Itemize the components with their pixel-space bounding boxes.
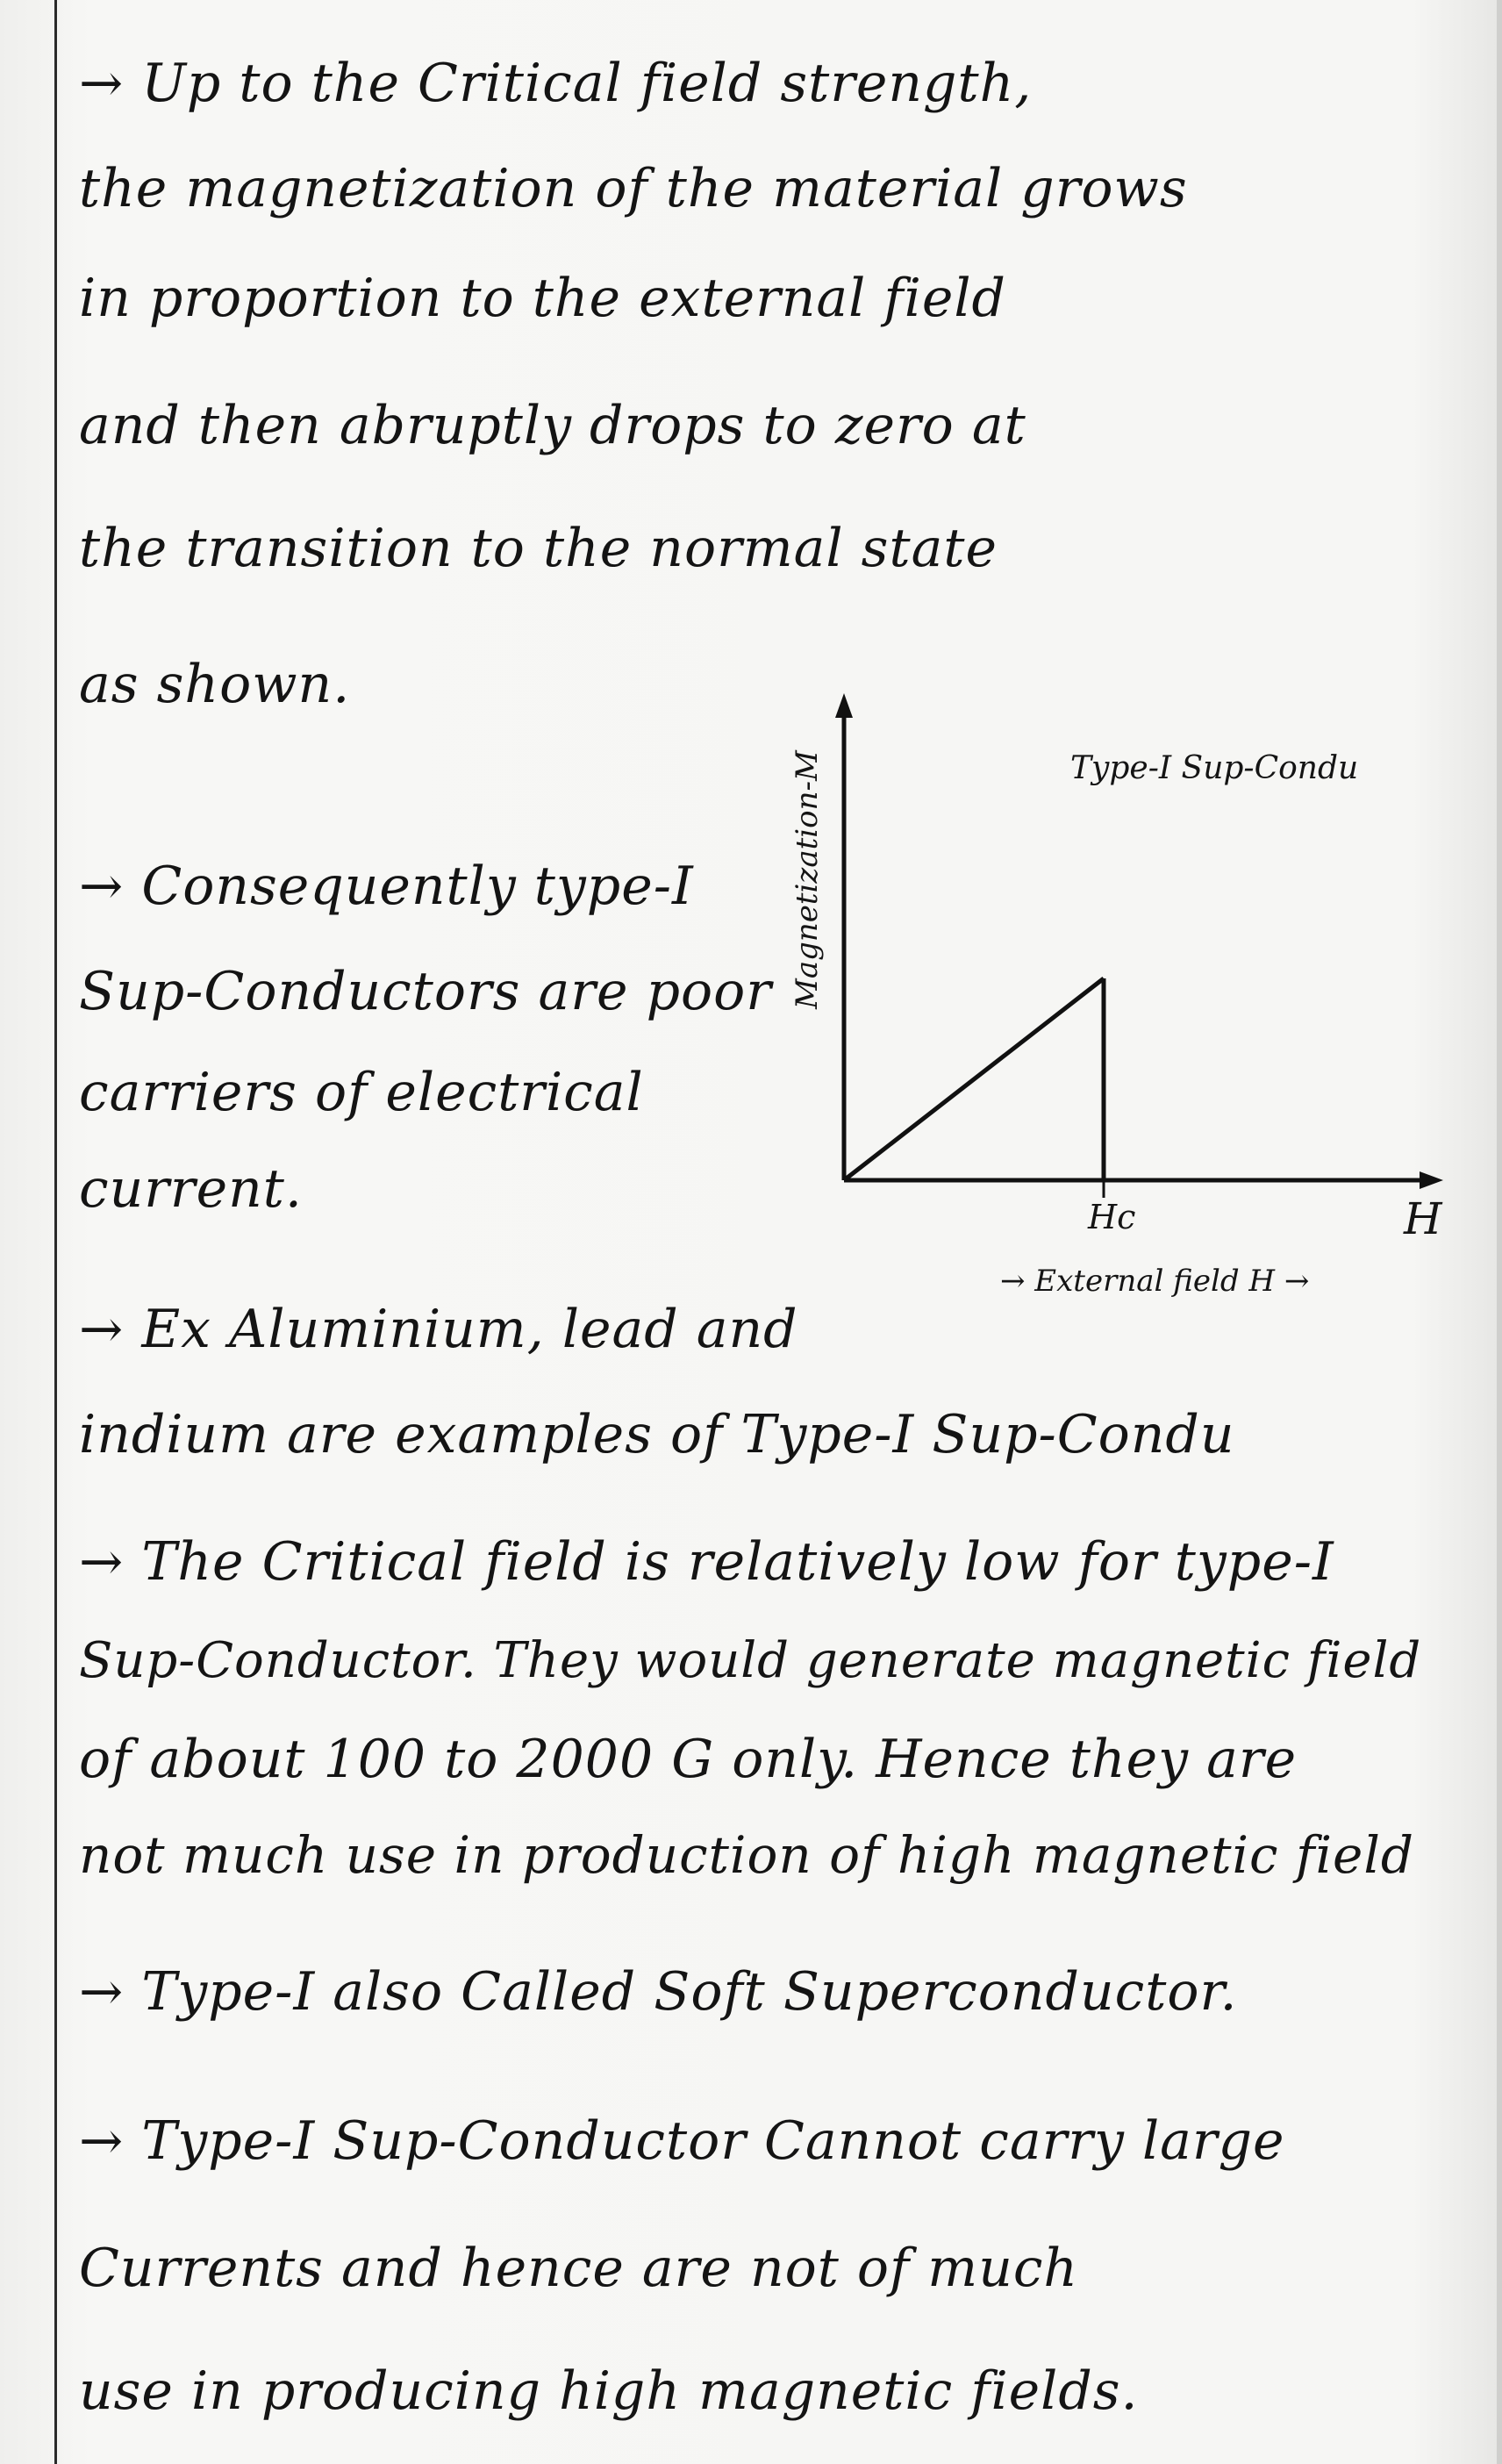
line-text: current. bbox=[79, 1158, 303, 1220]
line-text: → Ex Aluminium, lead and bbox=[79, 1299, 798, 1360]
text-line-8 bbox=[79, 961, 772, 1022]
line-text: carriers of electrical bbox=[79, 1062, 644, 1123]
text-line-14 bbox=[79, 1632, 1448, 1689]
line-text: → Type-I also Called Soft Superconductor. bbox=[79, 1961, 1238, 2023]
margin-line bbox=[54, 0, 57, 2464]
text-line-1 bbox=[79, 53, 1448, 114]
text-line-15 bbox=[79, 1729, 1448, 1790]
line-text: → Up to the Critical field strength, bbox=[79, 53, 1033, 114]
line-text: → The Critical field is relatively low for type-I bbox=[79, 1531, 1334, 1593]
text-line-6 bbox=[79, 654, 350, 715]
line-text: → Consequently type-I bbox=[79, 856, 694, 917]
line-text: use in producing high magnetic fields. bbox=[79, 2360, 1139, 2422]
text-line-17 bbox=[79, 1961, 1448, 2023]
line-text: Currents and hence are not of much bbox=[79, 2238, 1079, 2299]
y-axis-label: Magnetization-M bbox=[790, 750, 825, 1009]
line-text: as shown. bbox=[79, 654, 351, 715]
line-text: the transition to the normal state bbox=[79, 518, 998, 579]
text-line-4 bbox=[79, 395, 1448, 456]
text-line-12 bbox=[79, 1404, 1448, 1465]
external-field-label: → External field H → bbox=[1000, 1264, 1310, 1299]
text-line-10 bbox=[79, 1158, 303, 1220]
line-text: not much use in production of high magnetic field bbox=[79, 1825, 1414, 1885]
curve-label: Type-I Sup-Condu bbox=[1070, 750, 1359, 786]
text-line-16 bbox=[79, 1825, 1448, 1885]
text-line-2 bbox=[79, 158, 1448, 219]
line-text: indium are examples of Type-I Sup-Condu bbox=[79, 1404, 1235, 1465]
line-text: in proportion to the external field bbox=[79, 268, 1006, 329]
magnetization-rise-line bbox=[844, 978, 1104, 1180]
text-line-13 bbox=[79, 1531, 1448, 1593]
x-axis-arrow bbox=[1420, 1171, 1443, 1189]
text-line-7 bbox=[79, 856, 694, 917]
text-line-5 bbox=[79, 518, 1448, 579]
magnetization-figure bbox=[755, 667, 1456, 1316]
text-line-19 bbox=[79, 2238, 1448, 2299]
hc-label: Hc bbox=[1088, 1198, 1136, 1236]
line-text: of about 100 to 2000 G only. Hence they are bbox=[79, 1729, 1298, 1790]
text-line-18 bbox=[79, 2110, 1448, 2172]
text-line-9 bbox=[79, 1062, 644, 1123]
text-line-11 bbox=[79, 1299, 798, 1360]
line-text: Sup-Conductors are poor bbox=[79, 961, 772, 1022]
x-axis-label: H bbox=[1404, 1193, 1442, 1244]
text-line-3 bbox=[79, 268, 1448, 329]
text-line-20 bbox=[79, 2360, 1448, 2422]
page-edge bbox=[1497, 0, 1502, 2464]
line-text: the magnetization of the material grows bbox=[79, 158, 1188, 219]
y-axis-arrow bbox=[835, 693, 853, 718]
line-text: → Type-I Sup-Conductor Cannot carry large bbox=[79, 2110, 1285, 2172]
line-text: and then abruptly drops to zero at bbox=[79, 395, 1026, 456]
line-text: Sup-Conductor. They would generate magnetic field bbox=[79, 1632, 1422, 1689]
